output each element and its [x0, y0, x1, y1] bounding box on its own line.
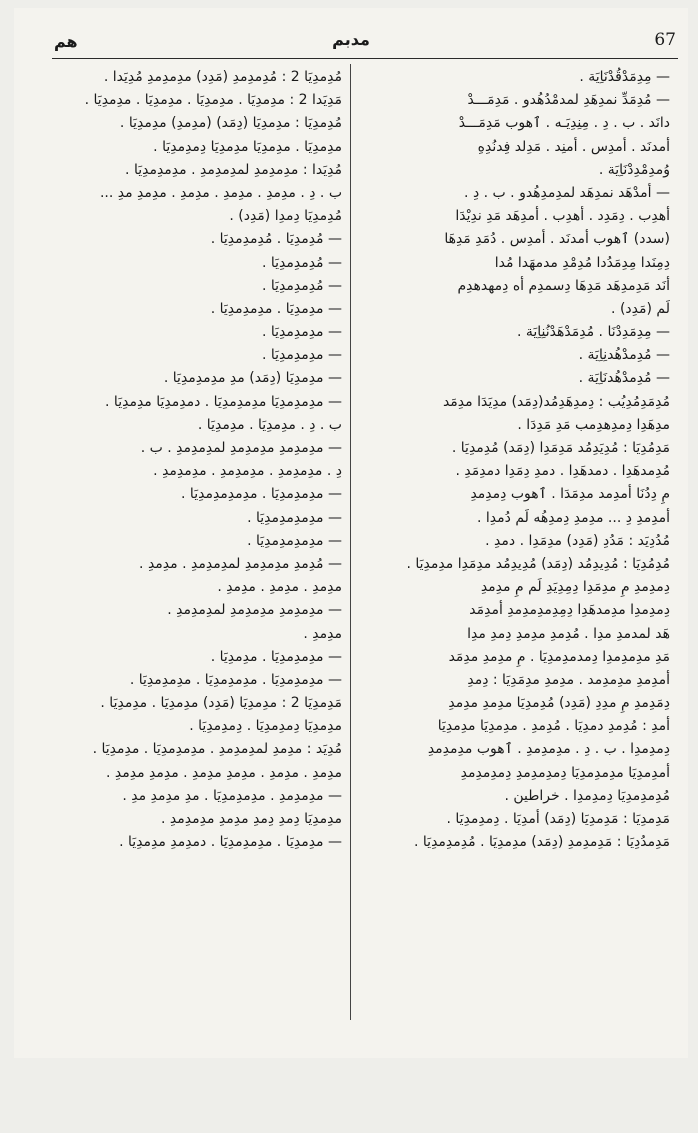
text-line: أمدِمدِ دِ ... مدِمدِ دِمدِهُه لَم دُمدِا .	[477, 509, 670, 526]
text-line: — مدِمدِمدِ مدِمدِمدِ لمدِمدِمدِ . ب .	[140, 440, 342, 456]
text-line: وُمدِمْدِدْنَاِيَة .	[598, 161, 670, 178]
text-line: مُدِمدهَدِا . دمدهَدِا . دمدِ دِمَدِا دمدِمَدِ .	[455, 463, 670, 480]
text-line: دِمدِمدِا . ب . دِ . مدِمدِمدِ . ٱهوب مدِمدِمدِ	[427, 741, 670, 758]
dictionary-page	[14, 8, 688, 1058]
text-line: مُدِمدِيَا 2 : مُدِمدِمدِ (مَدِد) مدِمدِمدِ مُدِيَدا .	[103, 69, 342, 85]
text-line: — مدِمدِيَا . مدِمدِمدِيَا . دمدِمدِ مدِمدِيَا .	[119, 834, 342, 851]
text-line: أهدِب . دِمَدِد . أهدِب . أمدِهَد مَدِ ندِيْدَا	[455, 208, 670, 225]
header-running-title: مدبم	[332, 30, 370, 49]
text-line: مدِمدِ . مدِمدِ . مدِمدِ .	[217, 579, 342, 596]
text-line: مدِهَدِا دِمدِهدِمب مَدِ مَدِدَا .	[517, 416, 670, 433]
text-line: ب . دِ . مدِمدِ . مدِمدِ . مدِمدِ . مدِمدِ مدِ ...	[99, 184, 342, 201]
text-line: — مُدِمدِيَا . مُدِمدِمدِيَا .	[210, 231, 342, 248]
text-line: مَدِمدِيَا : مَدِمدِيَا (دِمَد) أمدِيَا . دِمدِمدِيَا .	[446, 811, 670, 827]
text-line: — مِدِمَدْقُدْنَاِيَة .	[579, 69, 670, 85]
text-line: مُدِمَدِمُدِيُب : دِمدِهَدِمُد(دِمَد) مدِيَدَا مدِمَد	[442, 393, 670, 410]
text-line: أمدِ : مُدِمدِ دمدِيَا . مُدِمدِ . مدِمدِيَا مدِمدِيَا	[437, 718, 670, 735]
text-line: مَدِيَدا 2 : مدِمدِيَا . مدِمدِيَا . مدِمدِيَا . مدِمدِيَا .	[84, 92, 342, 109]
text-line: مُدِمدِيَا دِمدِا (مَدِد) .	[229, 208, 342, 225]
text-line: دِمِنَدا مِدِمَدُدا مُدِمْدِ مدمهَدا مُدا	[494, 254, 670, 271]
text-line: — مُدِمدْهُدنِاِيَة .	[578, 347, 670, 364]
text-line: — مدِمدِمدِ . مدِمدِمدِيَا . مدِ مدِمدِ مدِ .	[122, 787, 342, 804]
text-line: مدِمدِيَا دِمدِمدِيَا . دِمدِمدِيَا .	[189, 718, 342, 735]
text-line: مَدِمدُدِيَا : مَدِمدِمدِ (دِمَد) مدِمدِيَا . مُدِمدِمدِيَا .	[414, 834, 670, 851]
text-line: مَدِمدِيَا 2 : مدِمدِيَا (مَدِد) مدِمدِيَا . مدِمدِيَا .	[100, 695, 342, 712]
text-line: مُدُدِيَد : مَدُدِ (مَدِد) مدِمَدِا . دمدِ .	[485, 532, 670, 549]
text-line: — مُدِمدِ مدِمدِمدِ لمدِمدِمدِ . مدِمدِ .	[139, 555, 342, 572]
header-rule	[52, 58, 678, 59]
text-line: مُدِمُدِيَا : مُدِيدِمُد (دِمَد) مُدِيدِمُد مدِمَدِا مدِمدِيَا .	[406, 555, 670, 572]
page-number: 67	[654, 30, 676, 50]
text-line: ب . دِ . مدِمدِيَا . مدِمدِيَا .	[197, 416, 342, 433]
text-line: مَدِ مدِمدِمدِا دِمدمدِمدِيَا . مِ مدِمدِ مدِمَد	[448, 648, 670, 665]
text-line: مُدِمدِيَا : مدِمدِيَا (دِمَد) (مدِمدِ) مدِمدِيَا .	[119, 115, 342, 132]
text-line: مدِمدِيَا دِمدِ دِمدِ مدِمدِ مدِمدِمدِ .	[161, 811, 342, 827]
text-line: مِ دِدُنَا أمدِمد مدِمَدَا . ٱهوب دِمدِمدِ	[470, 486, 670, 503]
text-line: — مِدِمَدِدْنَا . مُدِمَدْهَدْنُنِاِيَة .	[516, 324, 670, 341]
text-line: — مُدِمدْهُدنَاِيَة .	[578, 370, 670, 387]
right-column	[358, 66, 670, 1028]
column-divider	[350, 64, 351, 1020]
text-line: دِمدِمدِ مِ مدِمَدِا دِمِدِيَدِ لَم مِ مدِمدِ	[480, 579, 670, 596]
text-line: — أمدْهَد نمدِهَد لمدِمدِهُدو . ب . دِ .	[464, 184, 670, 201]
text-line: مدِمدِ . مدِمدِ . مدِمدِ مدِمدِ . مدِمدِ مدِمدِ .	[105, 764, 342, 781]
text-line: دانَد . ب . دِ . مِنِدِيَـه . ٱهوب مَدِمَـــدْ	[458, 115, 670, 132]
text-line: مدِمدِ .	[303, 625, 342, 642]
text-line: — مدِمدِمدِيَا .	[261, 324, 342, 341]
text-line: مُدِيَدا : مدِمدِمدِ لمدِمدِمدِ . مدِمدِمدِيَا .	[125, 161, 342, 178]
text-line: — مدِمدِمدِمدِيَا .	[247, 532, 342, 549]
text-line: — مدِمدِمدِيَا . مدِمدِمدِيَا . مدِمدِمدِيَا .	[129, 671, 342, 688]
text-line: — مُدِمَدِّ نمدِهَدِ لمدمْدُهُدو . مَدِمَـــدْ	[467, 92, 670, 109]
text-line: دِ . مدِمدِمدِ . مدِمدِمدِ . مدِمدِمدِ .	[153, 463, 342, 480]
left-column	[52, 66, 342, 1028]
header-left-folio: هم	[54, 32, 78, 51]
text-line: — مدِمدِيَا . مدِمدِمدِيَا .	[210, 300, 342, 317]
text-line: — مدِمدِمدِيَا .	[261, 347, 342, 364]
text-line: دِمَدِمدِ مِ مدِدِ (مَدِد) مُدِمدِيَا مدِمدِ مدِمدِ	[448, 695, 670, 712]
text-line: — مُدِمدِمدِيَا .	[261, 277, 342, 294]
text-line: أمدِمدِيَا مدِمدِمدِيَا دِمدِمدِمدِ دِمدِمدِمدِ	[460, 764, 670, 781]
text-line: مَدِمُدِيَا : مُدِيَدِمُد مَدِمَدِا (دِمَد) مُدِمدِيَا .	[451, 440, 670, 456]
text-line: دِمدِمدِا مدِمدهَدِا دِمِدِمدِمدِمدِ أمدِمَد	[469, 602, 670, 619]
text-line: أمدِمدِ مدِمدِمد . مدِمدِ مدِمَدِيَا : دِمدِ	[467, 671, 670, 688]
text-line: مُدِيَد : مدِمدِ لمدِمدِمدِ . مدِمدِمدِيَا . مدِمدِيَا .	[92, 741, 342, 758]
text-line: لَم (مَدِد) .	[611, 300, 670, 317]
text-line: — مدِمدِمدِيَا مدِمدِمدِيَا . دمدِمدِيَا مدِمدِيَا .	[105, 393, 342, 410]
text-line: — مُدِمدِمدِيَا .	[261, 254, 342, 271]
text-line: أمدنَد . أمدِس . أمنِد . مَدِلد فِدنُدِهِ	[477, 138, 670, 155]
text-line: — مدِمدِمدِيَا . مدِمدِمدِمدِيَا .	[181, 486, 342, 503]
text-line: مُدِمدِمدِيَا دِمدِمدِا . خراطين .	[504, 787, 670, 804]
text-line: (سدد) ٱهوب أمدنَد . أمدِس . دُمَدِ مَدِهَا	[444, 231, 670, 248]
text-line: — مدِمدِمدِمدِيَا .	[247, 509, 342, 526]
text-line: — مدِمدِيَا (دِمَد) مدِ مدِمدِمدِيَا .	[163, 370, 342, 387]
text-line: هَد لمدمدِ مدِا . مُدِمدِ مدِمدِ دِمدِ مدِا	[467, 625, 670, 642]
text-line: مدِمدِيَا . مدِمدِيَا مدِمدِيَا دِمدِمدِيَا .	[153, 138, 342, 155]
text-line: أنَد مَدِمدِهَد مَدِهَا دِسمدِم أه دِمهدهدِم	[457, 277, 670, 294]
text-line: — مدِمدِمدِيَا . مدِمدِيَا .	[210, 648, 342, 665]
text-line: — مدِمدِمدِ مدِمدِمدِ لمدِمدِمدِ .	[167, 602, 342, 619]
